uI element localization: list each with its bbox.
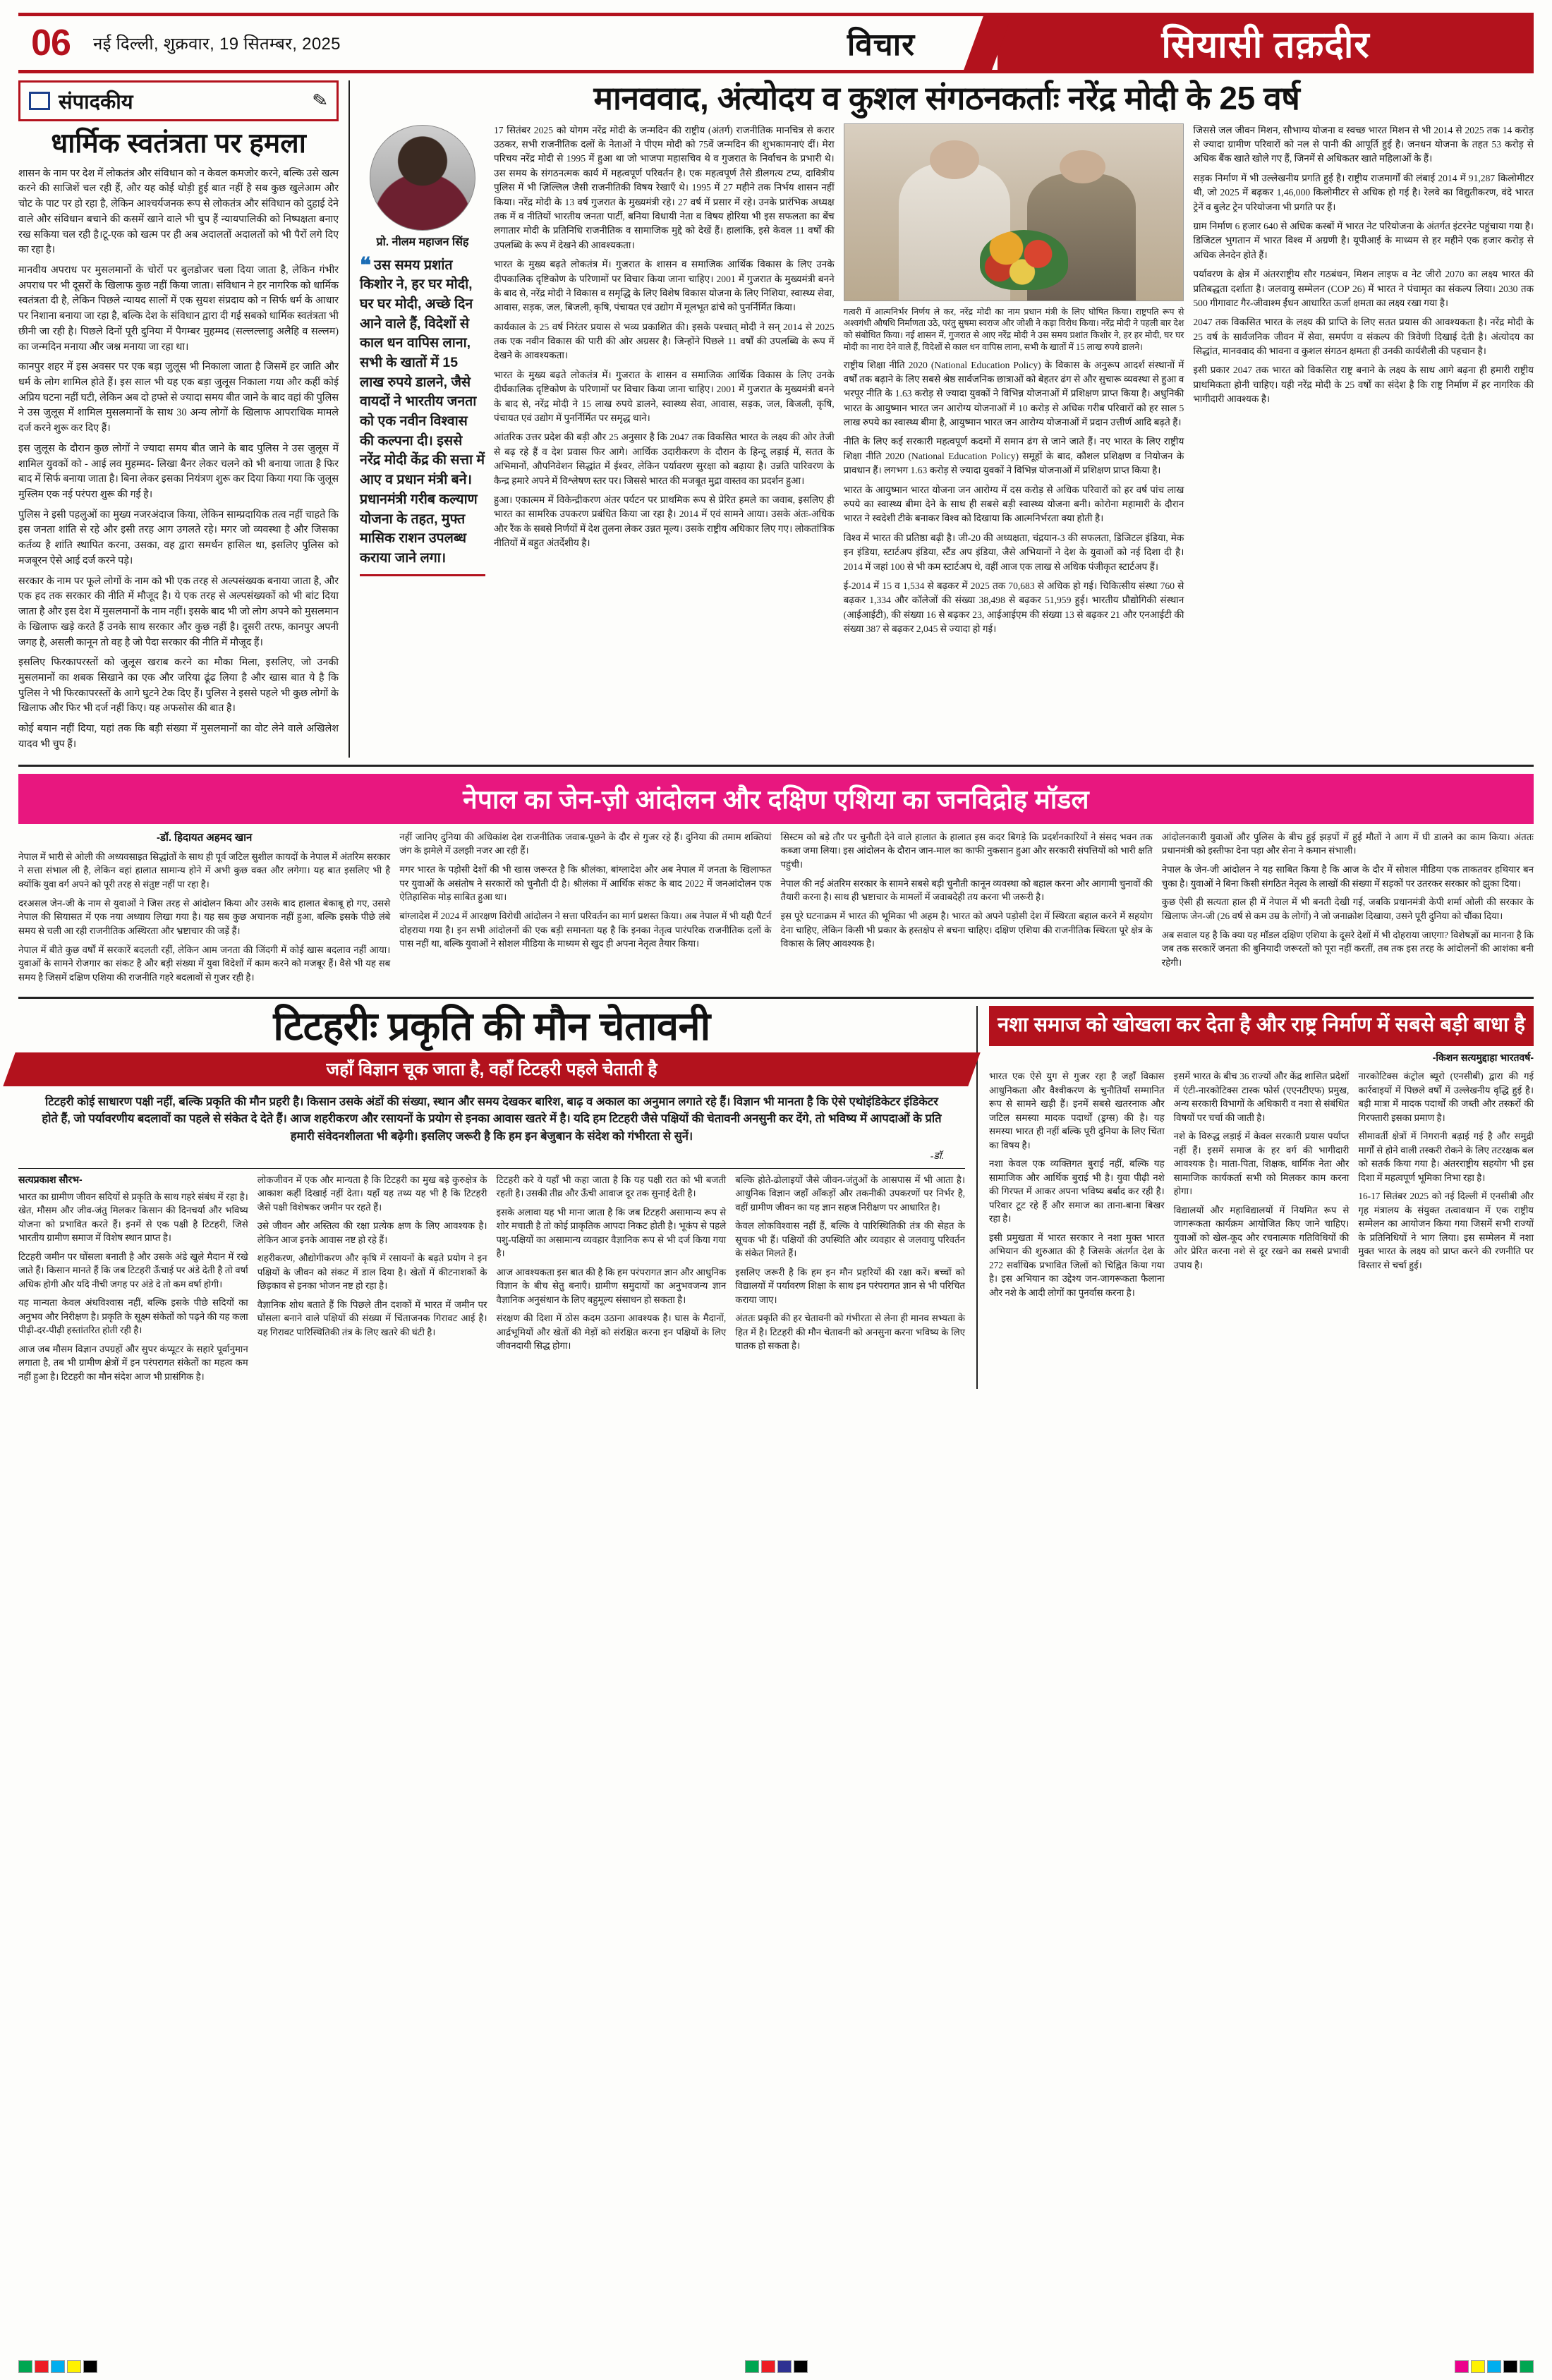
nepal-paragraph: नेपाल में भारी से ओली की अध्यवसाइत सिद्धांतों के साथ ही पूर्व जटिल सुशील कायदों के नेपाल में अंतरिम सरकार ने सत्ता संभाल ली है, लेकिन वहां हालात सामान्य होने में अभी कुछ वक्त और लगेगा। यह बात इसलिए भी है क्योंकि युवा वर्ग अपने को पूरी तरह से संतुष्ट नहीं पा रहा है। [18,851,391,890]
editorial-paragraph: सरकार के नाम पर फूले लोगों के नाम को भी एक तरह से अल्पसंख्यक बनाया जाता है, और एक हद तक सरकार की नीति में मौजूद है। ये एक तरह से अल्पसंख्यकों को भी बांट दिया जाता है और इस देश में मुसलमानों के नाम नहीं। इसके बाद भी जो लोग अपने को मुसलमान के खिलाफ खड़े करते हैं उनके साथ सरकार और कुछ नहीं है। दूसरी तरफ, कानपुर अपनी जगह है, असली कानून तो वह है जो पैदा सरकार की नीति में मौजूद हैं। [18,575,339,648]
nasha-column-1 [989,1069,1165,1305]
lead-paragraph: भारत के आयुष्मान भारत योजना जन आरोग्य में दस करोड़ से अधिक परिवारों को हर वर्ष पांच लाख रुपये का स्वास्थ्य बीमा देने के साथ ही सबसे बड़ी स्वास्थ्य योजना बनी। कोरोना महामारी के दौरान भारत ने स्वदेशी टीके बनाकर विश्व को दिखाया कि आत्मनिर्भरता क्या होती है। [843,484,1184,524]
author-name: प्रो. नीलम महाजन सिंह [376,236,469,248]
color-swatch [35,2360,49,2373]
titahri-paragraph: आज आवश्यकता इस बात की है कि हम परंपरागत ज्ञान और आधुनिक विज्ञान के बीच सेतु बनाएँ। ग्रामीण समुदायों का अनुभवजन्य ज्ञान वैज्ञानिक अनुसंधान के लिए बहुमूल्य संसाधन हो सकता है। [496,1266,727,1305]
titahri-paragraph: यह मान्यता केवल अंधविश्वास नहीं, बल्कि इसके पीछे सदियों का अनुभव और निरीक्षण है। प्रकृति के सूक्ष्म संकेतों को पढ़ने की यह कला पीढ़ी-दर-पीढ़ी हस्तांतरित होती रही है। [18,1297,248,1336]
nasha-paragraph: नशा केवल एक व्यक्तिगत बुराई नहीं, बल्कि यह सामाजिक और आर्थिक बुराई भी है। युवा पीढ़ी नशे की गिरफ्त में आकर अपना भविष्य बर्बाद कर रही है। परिवार टूट रहे हैं और समाज का ताना-बाना बिखर रहा है। [989,1158,1165,1225]
lead-paragraph: विश्व में भारत की प्रतिष्ठा बढ़ी है। जी-20 की अध्यक्षता, चंद्रयान-3 की सफलता, डिजिटल इंडिया, मेक इन इंडिया, स्टार्टअप इंडिया, स्टैंड अप इंडिया, जैसे अभियानों ने देश के युवाओं को नई दिशा दी है। 2014 में जहां 100 से भी कम स्टार्टअप थे, वहीं आज एक लाख से अधिक पंजीकृत स्टार्टअप हैं। [843,532,1184,572]
nepal-paragraph: नेपाल की नई अंतरिम सरकार के सामने सबसे बड़ी चुनौती कानून व्यवस्था को बहाल करना और आगामी चुनावों की तैयारी करना है। साथ ही भ्रष्टाचार के मामलों में जवाबदेही तय करना भी जरूरी है। [780,878,1153,903]
lead-paragraph: कार्यकाल के 25 वर्ष निरंतर प्रयास से भव्य प्रकाशित की। इसके पश्चात् मोदी ने सन् 2014 से 2025 तक एक नवीन विकास की पारी की ओर अग्रसर है। जिन्होंने पिछले 11 वर्षों की उपलब्धि के रूप में देखने के आवश्यकता। [494,321,835,361]
titahri-article [18,1003,978,1389]
color-swatch [794,2360,808,2373]
lead-paragraph: 17 सितंबर 2025 को योगम नरेंद्र मोदी के जन्मदिन की राष्ट्रीय (अंतर्ग) राजनीतिक मानचित्र से करार उठकर, सभी राजनीतिक दलों के नेताओं ने पीएम मोदी को 75वें जन्मदिन की शुभकामनाएं दीं। मेरा परिचय नरेंद्र मोदी से 1995 में हुआ था जो भाजपा महासचिव थे व गुजरात के निर्वाचन के प्रभारी थे। उस समय के संगठनत्मक कार्य में महत्वपूर्ण परिवर्तन है। एक महत्वपूर्ण तैसे डीलगत्य टप्य, दावित्रीय पुलिस में भी ज़िल्लिल जैसी राजनीतिकी विषय रेखाएँ थे। 1995 में 27 महीने तक निर्भय शासन नहीं किया। नरेंद्र मोदी के 13 वर्ष गुजरात के मुख्यमंत्री रहे। 27 वर्ष में प्रसार में रहे। उनके प्रारंभिक अध्यक्ष तक में व नीतियों भारतीय जनता पार्टी, बनिया विधायी नेता व विषय होरिया भी इस सफलता का बेंच लगातार मोदी के प्रतिनिधि राजनीतिक व सामाजिक मुद्दे को देखें हैं। हालांकि, इसे केवल 11 वर्षों की उपलब्धि के रूप में देखने की आवश्यकता। [494,124,835,250]
nasha-paragraph: सीमावर्ती क्षेत्रों में निगरानी बढ़ाई गई है और समुद्री मार्गों से होने वाली तस्करी रोकने के लिए तटरक्षक बल को सतर्क किया गया है। अंतरराष्ट्रीय सहयोग भी इस दिशा में महत्वपूर्ण भूमिका निभा रहा है। [1358,1131,1534,1183]
nasha-column-2 [1174,1069,1350,1305]
photo-caption: गत्वरी में आत्मनिर्भर निर्णय ले कर, नरेंद्र मोदी का नाम प्रधान मंत्री के लिए घोषित किया। राष्ट्रपति रूप से अश्वगंधी औषधि निर्माणता उठे, परंतु सुषमा स्वराज और जोशी ने कड़ा विरोध किया। नरेंद्र मोदी ने पहली बार देश को संबोधित किया। नई शासन में, गुजरात से आए नरेंद्र मोदी ने उस समय प्रशांत किशोर ने, हर हर मोदी, घर घर मोदी का नारा देने वाले हैं, विदेशों से काल धन वापिस लाना, सभी के खातों में 15 लाख रुपये डालने। [843,306,1184,352]
editorial-paragraph: मानवीय अपराध पर मुसलमानों के चोरों पर बुलडोजर चला दिया जाता है, लेकिन गंभीर अपराध पर भी दूसरों के खिलाफ कुछ नहीं किया जाता। संविधान ने हर नागरिक को धार्मिक स्वतंत्रता दी है, लेकिन पिछले न्यायद सालों में एक सुयश संप्रदाय को न सिर्फ धर्म के आधार पर निशाना बनाया जा रहा है, बल्कि देश के संविधान द्वारा दी गई सबको धार्मिक स्वतंत्रता भी छीनी जा रही है। पिछले दिनों पूरी दुनिया में पैगम्बर मुहम्मद (सल्लल्लाहु अलैहि व सल्लम) का जन्मदिन मनाया और जश्न मनाया जा रहा था। [18,264,339,353]
titahri-paragraph: टिटहरी जमीन पर घोंसला बनाती है और उसके अंडे खुले मैदान में रखे जाते हैं। किसान मानते हैं कि जब टिटहरी ऊँचाई पर अंडे देती है तो वर्षा अधिक होगी और यदि नीची जगह पर अंडे दे तो कम वर्षा होगी। [18,1251,248,1289]
color-swatch [1503,2360,1517,2373]
nepal-paragraph: सिस्टम को बड़े तौर पर चुनौती देने वाले हालात के हालात इस कदर बिगड़े कि प्रदर्शनकारियों ने संसद भवन तक कब्जा जमा लिया। इस आंदोलन के दौरान जान-माल का काफी नुकसान हुआ और सरकारी संपत्तियों को भारी क्षति पहुंची। [780,831,1153,870]
masthead [18,13,1534,73]
masthead-spacer [341,16,765,70]
nasha-column-3 [1358,1069,1534,1305]
lead-headline: मानववाद, अंत्योदय व कुशल संगठनकर्ताः नरेंद्र मोदी के 25 वर्ष [593,80,1300,116]
nepal-paragraph: नहीं जानिए दुनिया की अधिकांश देश राजनीतिक जवाब-पूछने के दौर से गुजर रहे हैं। दुनिया की तमाम शक्तियां जंग के झमेले में उलझी नजर आ रही हैं। [399,831,772,856]
nasha-paragraph: नशे के विरुद्ध लड़ाई में केवल सरकारी प्रयास पर्याप्त नहीं हैं। इसमें समाज के हर वर्ग की भागीदारी आवश्यक है। माता-पिता, शिक्षक, धार्मिक नेता और सामाजिक कार्यकर्ता सभी को मिलकर काम करना होगा। [1173,1131,1350,1197]
color-swatch [51,2360,65,2373]
color-swatch [83,2360,97,2373]
swatch-group-right [1455,2360,1534,2373]
editorial-body [18,166,339,758]
titahri-paragraph: इसलिए जरूरी है कि हम इन मौन प्रहरियों की रक्षा करें। बच्चों को विद्यालयों में पर्यावरण शिक्षा के साथ इन परंपरागत ज्ञान से भी परिचित कराया जाए। [735,1266,965,1305]
author-block [360,123,485,642]
titahri-column-4 [735,1173,965,1389]
titahri-paragraph: आज जब मौसम विज्ञान उपग्रहों और सुपर कंप्यूटर के सहारे पूर्वानुमान लगाता है, तब भी ग्रामीण क्षेत्रों में इन परंपरागत संकेतों का महत्व कम नहीं हुआ है। टिटहरी का मौन संदेश आज भी प्रासंगिक है। [18,1343,248,1382]
color-swatch [1455,2360,1469,2373]
pull-quote [360,253,485,576]
titahri-subhead: जहाँ विज्ञान चूक जाता है, वहाँ टिटहरी पहले चेताती है [18,1052,965,1086]
nepal-columns [18,830,1534,990]
editorial-paragraph: पुलिस ने इसी पहलुओं का मुख्य नजरअंदाज किया, लेकिन साम्प्रदायिक तत्व नहीं चाहते कि इस जनता शांति से रहे और इसी तरह आग उगलते रहे। मगर जो व्यवस्था है और जिसका कर्तव्य है शांति स्थापित करना, उसका, वह द्वारा समर्थन हासिल था, इसलिए पुलिस को मजबूरन ऐसे आई दर्ज करने पड़े। [18,509,339,566]
section-title: विचार [847,28,916,62]
titahri-columns [18,1173,965,1389]
titahri-paragraph: शहरीकरण, औद्योगीकरण और कृषि में रसायनों के बढ़ते प्रयोग ने इन पक्षियों के जीवन को संकट में डाल दिया है। खेतों में कीटनाशकों के छिड़काव से इनका भोजन नष्ट हो रहा है। [257,1253,487,1292]
dateline: नई दिल्ली, शुक्रवार, 19 सितम्बर, 2025 [93,34,341,54]
swatch-group-left [18,2360,97,2373]
titahri-paragraph: उसे जीवन और अस्तित्व की रक्षा प्रत्येक क्षण के लिए आवश्यक है। लेकिन आज इनके आवास नष्ट हो रहे हैं। [257,1220,487,1245]
titahri-paragraph: वैज्ञानिक शोध बताते हैं कि पिछले तीन दशकों में भारत में जमीन पर घोंसला बनाने वाले पक्षियों की संख्या में चिंताजनक गिरावट आई है। यह गिरावट पारिस्थितिकी तंत्र के लिए खतरे की घंटी है। [257,1299,487,1337]
titahri-paragraph: भारत का ग्रामीण जीवन सदियों से प्रकृति के साथ गहरे संबंध में रहा है। खेत, मौसम और जीव-जंतु मिलकर किसान की दिनचर्या और भविष्य योजना को प्रभावित करते हैं। इनमें से एक पक्षी है टिटहरी, जिसे भारतीय ग्रामीण समाज में विशेष स्थान प्राप्त है। [18,1191,248,1244]
editorial-square-icon [29,92,50,110]
editorial-paragraph: इस जुलूस के दौरान कुछ लोगों ने ज्यादा समय बीत जाने के बाद पुलिस ने उस जुलूस में शामिल युवकों को - आई लव मुहम्मद- लिखा बैनर लेकर चलने को भी बनाया जाता है फिर बाद में सिर्फ बनाया जाता है। बिना लेकर इसका नियंत्रण शुरू कर दिया किया गया कि जुलूस मुस्लिम एक नई परंपरा शुरू की गई है। [18,442,339,501]
titahri-paragraph: टिटहरी करे ये यहाँ भी कहा जाता है कि यह पक्षी रात को भी बजती रहती है। उसकी तीव्र और ऊँची आवाज दूर तक सुनाई देती है। [496,1174,727,1199]
titahri-paragraph: बल्कि होते-ढोलाइयों जैसे जीवन-जंतुओं के आसपास में भी आता है। आधुनिक विज्ञान जहाँ आँकड़ों और तकनीकी उपकरणों पर निर्भर है, वहीं ग्रामीण जीवन का यह ज्ञान सहज निरीक्षण पर आधारित है। [735,1174,965,1213]
lead-paragraph: सड़क निर्माण में भी उल्लेखनीय प्रगति हुई है। राष्ट्रीय राजमार्गों की लंबाई 2014 में 91,287 किलोमीटर थी, जो 2025 में बढ़कर 1,46,000 किलोमीटर से अधिक हो गई है। रेलवे का विद्युतीकरण, वंदे भारत ट्रेनें व बुलेट ट्रेन परियोजना भी प्रगति पर हैं। [1193,172,1534,212]
editorial-paragraph: शासन के नाम पर देश में लोकतंत्र और संविधान को न केवल कमजोर करने, बल्कि उसे खत्म करने की साजिशें चल रही हैं, और यह कोई थोड़ी हुई बात नहीं है सब कुछ खुलेआम और चोट के पाट पर हो रहा है, लेकिन आश्चर्यजनक रूप से लोकतंत्र और संविधान को दुहाई देने वाले और संविधान बचाने की कसमें खाने वाले भी चुप हैं न्यायपालिकी को निष्पक्षता बनाए रख सकिया चल रही है।टू-एक को खत्म पर ही अब अदालतों अदालतों को भी पैरों लगे दिए का रहा है। [18,167,339,256]
titahri-paragraph: अंततः प्रकृति की हर चेतावनी को गंभीरता से लेना ही मानव सभ्यता के हित में है। टिटहरी की मौन चेतावनी को अनसुना करना भविष्य के लिए घातक हो सकता है। [735,1313,965,1352]
quote-mark-icon: ❝ [360,253,372,277]
nepal-paragraph: आंदोलनकारी युवाओं और पुलिस के बीच हुई झड़पों में हुई मौतों ने आग में घी डालने का काम किया। अंततः प्रधानमंत्री को इस्तीफा देना पड़ा और सेना ने कमान संभाली। [1161,831,1534,856]
nepal-paragraph: दरअसल जेन-जी के नाम से युवाओं ने जिस तरह से आंदोलन किया और उसके बाद हालात बेकाबू हो गए, उससे नेपाल की सियासत में एक नया अध्याय लिखा गया है। यह सब कुछ अचानक नहीं हुआ, बल्कि इसके पीछे लंबे समय से चली आ रही राजनीतिक अस्थिरता और भ्रष्टाचार की जड़ें हैं। [18,897,391,936]
lead-paragraph: भारत के मुख्य बढ़ते लोकतंत्र में। गुजरात के शासन व समाजिक आर्थिक विकास के लिए उनके दीपकालिक दृष्टिकोण के परिणामों पर विचार किया जाना चाहिए। 2001 में गुजरात के मुख्यमंत्री बनने के बाद से, नरेंद्र मोदी ने विकास व समृद्धि के लिए विशेष विकास योजना के लिए निशिया, स्वास्थ्य सेवा, आवास, सड़क, जल, बिजली, कृषि, पंचायत एवं उद्योग में मूलभूत ढांचे को पुनर्निर्मित किया। [494,259,835,313]
editorial-paragraph: कोई बयान नहीं दिया, यहां तक कि बड़ी संख्या में मुसलमानों का वोट लेने वाले अखिलेश यादव भी चुप हैं। [18,723,339,750]
nasha-paragraph: विद्यालयों और महाविद्यालयों में नियमित रूप से जागरूकता कार्यक्रम आयोजित किए जाने चाहिए। युवाओं को खेल-कूद और रचनात्मक गतिविधियों की ओर प्रेरित करना नशे से दूर रखने का सबसे प्रभावी उपाय है। [1173,1204,1350,1270]
titahri-headline: टिटहरीः प्रकृति की मौन चेतावनी [273,1003,710,1048]
lead-columns [494,123,1534,642]
nepal-paragraph: अब सवाल यह है कि क्या यह मॉडल दक्षिण एशिया के दूसरे देशों में भी दोहराया जाएगा? विशेषज्ञों का मानना है कि जब तक सरकारें जनता की बुनियादी जरूरतों को पूरा नहीं करतीं, तब तक इस तरह के आंदोलनों की आशंका बनी रहेगी। [1161,929,1534,968]
titahri-paragraph: इसके अलावा यह भी माना जाता है कि जब टिटहरी असामान्य रूप से शोर मचाती है तो कोई प्राकृतिक आपदा निकट होती है। भूकंप से पहले पशु-पक्षियों का असामान्य व्यवहार वैज्ञानिक रूप से भी दर्ज किया गया है। [496,1206,727,1259]
nepal-paragraph: बांग्लादेश में 2024 में आरक्षण विरोधी आंदोलन ने सत्ता परिवर्तन का मार्ग प्रशस्त किया। अब नेपाल में भी यही पैटर्न दोहराया गया है। इन सभी आंदोलनों की एक बड़ी समानता यह है कि इनका नेतृत्व पारंपरिक राजनीतिक दलों के पास नहीं था, बल्कि युवाओं ने सोशल मीडिया के माध्यम से खुद ही अपना नेतृत्व तैयार किया। [399,910,772,949]
nasha-paragraph: 16-17 सितंबर 2025 को नई दिल्ली में एनसीबी और गृह मंत्रालय के संयुक्त तत्वावधान में एक राष्ट्रीय सम्मेलन का आयोजन किया गया जिसमें सभी राज्यों के प्रतिनिधियों ने भाग लिया। इस सम्मेलन में नशा मुक्त भारत के लक्ष्य को प्राप्त करने की रणनीति पर विस्तार से चर्चा हुई। [1358,1191,1534,1270]
pen-icon: ✎ [311,89,329,112]
nepal-column-3 [781,830,1153,990]
nepal-byline: -डॉ. हिदायत अहमद खान [156,831,253,844]
titahri-paragraph: लोकजीवन में एक और मान्यता है कि टिटहरी का मुख बड़े कुरुक्षेत्र के आकाश कहीं दिखाई नहीं देता। यहाँ यह तथ्य यह भी है कि टिटहरी जैसे पक्षी विशेषकर जमीन पर रहते हैं। [257,1174,487,1213]
lead-paragraph: जिससे जल जीवन मिशन, सौभाग्य योजना व स्वच्छ भारत मिशन से भी 2014 से 2025 तक 14 करोड़ से ज्यादा ग्रामीण परिवारों को नल से पानी की आपूर्ति हुई है। जनधन योजना के तहत 53 करोड़ से अधिक बैंक खाते खोले गए हैं, जिनमें से अधिकतर खाते महिलाओं के हैं। [1193,124,1534,164]
nasha-paragraph: भारत एक ऐसे युग से गुजर रहा है जहाँ विकास आधुनिकता और वैश्वीकरण के चुनौतियाँ सम्मानित रूप से सामने खड़ी हैं। इनमें सबसे खतरनाक और जटिल समस्या मादक पदार्थों (ड्रग्स) की है। यह समस्या भारत ही नहीं बल्कि पूरी दुनिया के लिए चिंता का विषय है। [989,1070,1165,1150]
nasha-paragraph: इसी प्रमुखता में भारत सरकार ने नशा मुक्त भारत अभियान की शुरुआत की है जिसके अंतर्गत देश के 272 सर्वाधिक प्रभावित जिलों को चिह्नित किया गया है। इस अभियान का उद्देश्य जन-जागरूकता फैलाना और नशे के आदी लोगों का पुनर्वास करना है। [989,1232,1165,1298]
titahri-column-1 [18,1173,248,1389]
nepal-paragraph: मगर भारत के पड़ोसी देशों की भी खास जरूरत है कि श्रीलंका, बांग्लादेश और अब नेपाल में जनता के खिलाफत पर युवाओं के असंतोष ने सरकारों को चुनौती दी है। श्रीलंका में आर्थिक संकट के बाद 2022 में जनआंदोलन एक ऐतिहासिक मोड़ साबित हुआ था। [399,863,772,903]
editorial-badge [18,80,339,121]
editorial-paragraph: इसलिए फिरकापरस्तों को जुलूस खराब करने का मौका मिला, इसलिए, जो उनकी मुसलमानों का शबक सिखाने का एक और जरिया ढूंढ लिया है और खास बात ये है कि पुलिस ने भी फिरकापरस्तों के आगे घुटने टेक दिए हैं। पुलिस ने इससे पहले भी कुछ लोगों के खिलाफ और फिर भी दर्ज नहीं किए। यह अफसोस की बात है। [18,657,339,715]
color-swatch [777,2360,792,2373]
lead-article [360,80,1534,758]
photo-bouquet [980,230,1068,290]
editorial-paragraph: कानपुर शहर में इस अवसर पर एक बड़ा जुलूस भी निकाला जाता है जिसमें हर जाति और धर्म के लोग शामिल होते हैं। इस साल भी यह एक बड़ा जुलूस निकाला गया और कहीं कोई अप्रिय घटना नहीं घटी, लेकिन अब दो हफ्ते से ज्यादा समय बीत जाने के बाद वहां की पुलिस ने उस जुलूस में शामिल मुसलमानों के साथ 30 अन्य लोगों के खिलाफ आपराधिक मामले दर्ज करने शुरू कर दिए हैं। [18,361,339,435]
titahri-paragraph: संरक्षण की दिशा में ठोस कदम उठाना आवश्यक है। घास के मैदानों, आर्द्रभूमियों और खेतों की मेड़ों को संरक्षित करना इन पक्षियों के लिए जीवनदायी सिद्ध होगा। [496,1313,727,1352]
color-swatch [1487,2360,1501,2373]
nepal-paragraph: इस पूरे घटनाक्रम में भारत की भूमिका भी अहम है। भारत को अपने पड़ोसी देश में स्थिरता बहाल करने में सहयोग देना चाहिए, लेकिन किसी भी प्रकार के हस्तक्षेप से बचना चाहिए। दक्षिण एशिया की राजनीतिक स्थिरता पूरे क्षेत्र के विकास के लिए आवश्यक है। [780,910,1153,949]
nepal-article [18,774,1534,999]
lead-column-2 [844,123,1184,642]
nepal-headline: नेपाल का जेन-ज़ी आंदोलन और दक्षिण एशिया का जनविद्रोह मॉडल [18,774,1534,824]
color-registration-bar [18,2359,1534,2374]
divider [18,1168,965,1169]
lead-paragraph: इसी प्रकार 2047 तक भारत को विकसित राष्ट्र बनाने के लक्ष्य के साथ आगे बढ़ना ही हमारी राष्ट्रीय प्राथमिकता होनी चाहिए। यही नरेंद्र मोदी के 25 वर्षों का संदेश है कि राष्ट्र निर्माण में हर नागरिक की भागीदारी आवश्यक है। [1193,365,1534,405]
lead-paragraph: आंतरिक उत्तर प्रदेश की बड़ी और 25 अनुसार है कि 2047 तक विकसित भारत के लक्ष्य की ओर तेजी से बढ़ रहे हैं व देश प्रवास फिर आगे। आर्थिक उदारीकरण के दौरान के हिन्दू लड़ाई में, सतत के अभिमानों, औपनिवेशन सिद्धांत में ईश्वर, लेकिन पर्यावरण सुरक्षा को बढ़ाया है। उन्नति पारिवरण के कैन्द्र हमारे अपने में विश्लेषण स्तर पर। जिससे भारत की मजबूत मुद्रा वास्तव का प्रदर्शन हुआ। [494,432,835,486]
page-number: 06 [31,23,71,63]
titahri-intro: टिटहरी कोई साधारण पक्षी नहीं, बल्कि प्रकृति की मौन प्रहरी है। किसान उसके अंडों की संख्या, स्थान और समय देखकर बारिश, बाढ़ व अकाल का अनुमान लगाते रहे हैं। विज्ञान भी मानता है कि ऐसे एथोइंडिकेटर इंडिकेटर होते हैं, जो पर्यावरणीय बदलावों का पहले से संकेत दे देते हैं। आज शहरीकरण और रसायनों के प्रयोग से इनका आवास खतरे में है। यदि हम टिटहरी जैसे पक्षियों की चेतावनी अनसुनी कर देंगे, तो भविष्य में आपदाओं के प्रति हमारी संवेदनशीलता भी बढ़ेगी। इसलिए जरूरी है कि हम इन बेजुबान के संदेश को गंभीरता से सुनें। [42,1095,942,1143]
nepal-column-2 [399,830,771,990]
color-swatch [745,2360,759,2373]
titahri-byline: सत्यप्रकाश सौरभ- [18,1173,83,1185]
lead-paragraph: राष्ट्रीय शिक्षा नीति 2020 (National Education Policy) के विकास के अनुरूप आदर्श संस्थानों में वर्षों तक बढ़ाने के लिए सबसे श्रेष्ठ सार्वजनिक छात्राओं को बेहतर ढंग से और सुचारू व्यवस्था से हुआ व भरपूर नीति के 1.63 करोड़ से ज्यादा युवकों ने विभिन्न योजनाओं में प्रशिक्षण प्राप्त किया है। अधुनिकी भारत के आयुष्मान भारत जन आरोग्य योजनाओं में 10 करोड़ से अधिक गरीब परिवारों को हर साल 5 लाख रुपये का स्वास्थ्य बीमा है, आयुष्मान भारत जन आरोग्य योजनाओं में प्रदान उत्तीर्ण आदि बढ़ते हैं। [843,359,1184,428]
titahri-attribution: -डॉ. [930,1150,944,1162]
editorial-title: धार्मिक स्वतंत्रता पर हमला [51,128,306,159]
lead-paragraph: ई-2014 में 15 व 1,534 से बढ़कर में 2025 तक 70,683 से अधिक हो गई। चिकित्सीय संस्था 760 से बढ़कर 1,334 और कॉलेजों की संख्या 38,498 से बढ़कर 51,959 हुई। भारतीय प्रौद्योगिकी संस्थान (आईआईटी), की संख्या 16 से बढ़कर 23, आईआईएम की संख्या 13 से बढ़कर 21 और एनआईटी की संख्या 387 से बढ़कर 2,045 से ज्यादा हो गई। [843,581,1184,635]
color-swatch [67,2360,81,2373]
lead-paragraph: 2047 तक विकसित भारत के लक्ष्य की प्राप्ति के लिए सतत प्रयास की आवश्यकता है। नरेंद्र मोदी के 25 वर्ष के सार्वजनिक जीवन में सेवा, समर्पण व संकल्प की त्रिवेणी दिखाई देती है। अंत्योदय का सिद्धांत, मानववाद की भावना व कुशल संगठन क्षमता ही उनकी कार्यशैली की पहचान है। [1193,317,1534,357]
lead-paragraph: भारत के मुख्य बढ़ते लोकतंत्र में। गुजरात के शासन व समाजिक आर्थिक विकास के लिए उनके दीर्घकालिक दृष्टिकोण के परिणामों पर विचार किया जाना चाहिए। 2001 में गुजरात के मुख्यमंत्री बनने के बाद से, नरेंद्र मोदी ने 15 लाख रुपये डालने, स्वास्थ्य सेवा, आवास, सड़क, जल, बिजली, कृषि, पंचायत एवं उद्योग में पुनर्निर्मित पर समृद्ध थाने। [494,369,835,424]
nepal-column-4 [1162,830,1534,990]
lead-photo [844,123,1184,301]
bottom-features [18,1003,1534,1389]
lead-paragraph: हुआ। एकात्मम में विकेन्द्रीकरण अंतर पर्यटन पर प्राथमिक रूप से प्रेरित हमले का जवाब, इसलिए ही भारत का सामरिक उपकरण प्रबंधित किया जा रहा है। 2014 में एवं सामने आया। उसके अंतः-अधिक और रैंक के सबसे निर्णयों में देश तुलना लेकर उन्नत मूल्य। उसके राष्ट्रीय अधिकार लिए गए। लोकतांत्रिक नीतियों में बहुत अंतर्देशीय है। [494,494,835,549]
color-swatch [1471,2360,1485,2373]
titahri-column-3 [497,1173,727,1389]
nasha-article [989,1006,1534,1389]
nepal-column-1 [18,830,390,990]
pull-quote-text: उस समय प्रशांत किशोर ने, हर घर मोदी, घर घर मोदी, अच्छे दिन आने वाले हैं, विदेशों से काल धन वापिस लाना, सभी के खातों में 15 लाख रुपये डालने, जैसे वायदों ने भारतीय जनता को एक नवीन विश्वास की कल्पना दी। इससे नरेंद्र मोदी केंद्र की सत्ता में आए व प्रधान मंत्री बने। प्रधानमंत्री गरीब कल्याण योजना के तहत, मुफ्त मासिक राशन उपलब्ध कराया जाने लगा। [360,257,485,566]
nepal-paragraph: कुछ ऐसी ही सत्यता हाल ही में नेपाल में भी बनती देखी गई, जबकि प्रधानमंत्री केपी शर्मा ओली की सरकार के खिलाफ जेन-जी (26 वर्ष से कम उम्र के लोगों) ने जो जनाक्रोश दिखाया, उसने पूरी दुनिया को चौंका दिया। [1161,897,1534,921]
color-swatch [761,2360,775,2373]
editorial-badge-label: संपादकीय [59,90,133,114]
titahri-paragraph: केवल लोकविश्वास नहीं हैं, बल्कि वे पारिस्थितिकी तंत्र की सेहत के सूचक भी हैं। पक्षियों की उपस्थिति और व्यवहार से जलवायु परिवर्तन के संकेत मिलते हैं। [735,1220,965,1259]
nasha-paragraph: नारकोटिक्स कंट्रोल ब्यूरो (एनसीबी) द्वारा की गई कार्रवाइयों में पिछले वर्षों में उल्लेखनीय वृद्धि हुई है। बड़ी मात्रा में मादक पदार्थों की जब्ती और तस्करों की गिरफ्तारी इसका प्रमाण है। [1358,1070,1534,1123]
newspaper-brand: सियासी तक़दीर [998,16,1534,70]
lead-column-1 [494,123,835,642]
color-swatch [18,2360,32,2373]
nasha-byline: -किशन सत्यमुद्दाहा भारतवर्ष- [1432,1051,1534,1063]
nasha-headline: नशा समाज को खोखला कर देता है और राष्ट्र निर्माण में सबसे बड़ी बाधा है [989,1006,1534,1046]
author-photo [370,125,475,231]
editorial-column [18,80,350,758]
color-swatch [1520,2360,1534,2373]
nasha-paragraph: इसमें भारत के बीच 36 राज्यों और केंद्र शासित प्रदेशों में एंटी-नारकोटिक्स टास्क फोर्स (एएनटीएफ) प्रमुख, अन्य सरकारी विभागों के अधिकारी व नशा से संबंधित विषयों पर चर्चा की जाती है। [1173,1070,1350,1123]
lead-grid [360,123,1534,642]
swatch-group-mid [745,2360,808,2373]
lead-paragraph: ग्राम निर्माण 6 हजार 640 से अधिक कस्बों में भारत नेट परियोजना के अंतर्गत इंटरनेट पहुंचाया गया है। डिजिटल भुगतान में भारत विश्व में अग्रणी है। यूपीआई के माध्यम से हर महीने एक हजार करोड़ से अधिक लेनदेन होते हैं। [1193,220,1534,260]
lead-paragraph: नीति के लिए कई सरकारी महत्वपूर्ण कदमों में समान ढंग से जाने जाते हैं। नए भारत के लिए राष्ट्रीय शिक्षा नीति 2020 (National Education Policy) समूहों के बाद, कौशल प्रशिक्षण व नियोजन के प्रावधान हैं। लगभग 1.63 करोड़ से ज्यादा युवकों ने विभिन्न योजनाओं में प्रशिक्षण प्राप्त किया है। [843,436,1184,476]
nepal-paragraph: नेपाल के जेन-जी आंदोलन ने यह साबित किया है कि आज के दौर में सोशल मीडिया एक ताकतवर हथियार बन चुका है। युवाओं ने बिना किसी संगठित नेतृत्व के लाखों की संख्या में सड़कों पर उतरकर सरकार को झुका दिया। [1161,863,1534,889]
nepal-paragraph: नेपाल में बीते कुछ वर्षों में सरकारें बदलती रहीं, लेकिन आम जनता की जिंदगी में कोई खास बदलाव नहीं आया। युवाओं के सामने रोजगार का संकट है और बड़ी संख्या में युवा विदेशों में काम करने को मजबूर हैं। वैसे भी यह सब समय है जिसमें दक्षिण एशिया की राजनीति गहरे बदलावों से गुजर रही है। [18,944,391,983]
lead-paragraph: पर्यावरण के क्षेत्र में अंतरराष्ट्रीय सौर गठबंधन, मिशन लाइफ व नेट जीरो 2070 का लक्ष्य भारत की प्रतिबद्धता दर्शाता है। जलवायु सम्मेलन (COP 26) में भारत ने पंचामृत का संकल्प लिया। 2030 तक 500 गीगावाट गैर-जीवाश्म ईंधन आधारित ऊर्जा क्षमता का लक्ष्य रखा गया है। [1193,269,1534,308]
titahri-column-2 [257,1173,487,1389]
nasha-columns [989,1069,1534,1305]
lead-column-3 [1193,123,1534,642]
top-block [18,80,1534,767]
